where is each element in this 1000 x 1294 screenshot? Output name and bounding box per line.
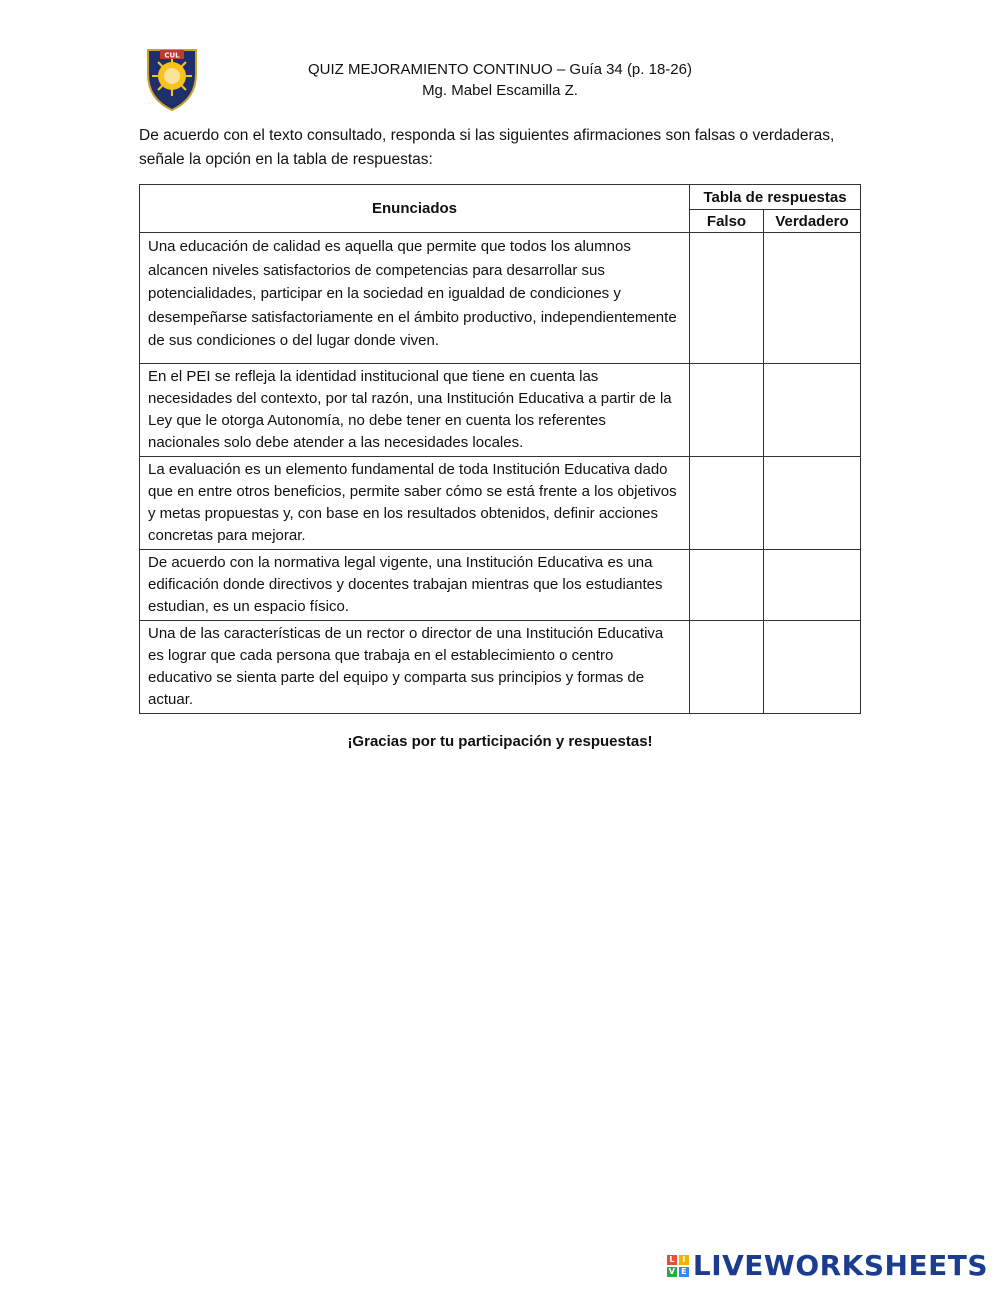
liveworksheets-grid-icon bbox=[667, 1255, 689, 1277]
table-row bbox=[140, 457, 861, 550]
answer-true-5[interactable] bbox=[764, 621, 861, 714]
answer-true-4[interactable] bbox=[764, 550, 861, 621]
logo-text: CUL bbox=[164, 51, 180, 60]
answer-true-2[interactable] bbox=[764, 364, 861, 457]
answer-true-1[interactable] bbox=[764, 233, 861, 364]
table-row bbox=[140, 233, 861, 364]
instructions: De acuerdo con el texto consultado, responda si las siguientes afirmaciones son falsas o verdaderas, señale la opción en la tabla de respuestas: bbox=[139, 127, 835, 168]
header-statements: Enunciados bbox=[140, 185, 690, 233]
grid-letter-v: V bbox=[668, 1267, 675, 1276]
liveworksheets-logo[interactable] bbox=[667, 1249, 988, 1282]
header-false: Falso bbox=[690, 210, 764, 233]
answer-false-3[interactable] bbox=[690, 457, 764, 550]
quiz-title: QUIZ MEJORAMIENTO CONTINUO – Guía 34 (p. 18-26) bbox=[308, 61, 692, 78]
answer-true-3[interactable] bbox=[764, 457, 861, 550]
header-true: Verdadero bbox=[764, 210, 861, 233]
grid-letter-l: L bbox=[667, 1255, 677, 1265]
header-answers: Tabla de respuestas bbox=[690, 185, 861, 210]
table-row bbox=[140, 364, 861, 457]
table-row bbox=[140, 621, 861, 714]
thanks-message: ¡Gracias por tu participación y respuestas! bbox=[347, 733, 653, 750]
answer-false-4[interactable] bbox=[690, 550, 764, 621]
liveworksheets-wordmark: LIVEWORKSHEETS bbox=[692, 1249, 988, 1282]
answer-table bbox=[139, 184, 861, 714]
statement-5: Una de las características de un rector o director de una Institución Educativa es lograr que cada persona que trabaja en el establecimiento o centro educativo se sienta parte del equipo y comparta sus principios y formas de actuar. bbox=[140, 621, 690, 714]
statement-2: En el PEI se refleja la identidad institucional que tiene en cuenta las necesidades del contexto, por tal razón, una Institución Educativa a partir de la Ley que le otorga Autonomía, no debe tener en cuenta los referentes nacionales solo debe atender a las necesidades locales. bbox=[140, 364, 690, 457]
grid-letter-e: E bbox=[679, 1267, 689, 1277]
answer-false-5[interactable] bbox=[690, 621, 764, 714]
statement-3: La evaluación es un elemento fundamental de toda Institución Educativa dado que en entre otros beneficios, permite saber cómo se está frente a los objetivos y metas propuestas y, con base en los resultados obtenidos, definir acciones concretas para mejorar. bbox=[140, 457, 690, 550]
author-name: Mg. Mabel Escamilla Z. bbox=[422, 82, 578, 99]
answer-false-2[interactable] bbox=[690, 364, 764, 457]
school-logo bbox=[142, 44, 202, 112]
answer-false-1[interactable] bbox=[690, 233, 764, 364]
grid-letter-i: I bbox=[679, 1255, 689, 1265]
document-header bbox=[200, 59, 800, 101]
statement-1: Una educación de calidad es aquella que permite que todos los alumnos alcancen niveles satisfactorios de competencias para desarrollar sus potencialidades, participar en la sociedad en igualdad de condiciones y desempeñarse satisfactoriamente en el ámbito productivo, independientemente de sus condiciones o del lugar donde viven. bbox=[140, 233, 690, 364]
table-row bbox=[140, 550, 861, 621]
statement-4: De acuerdo con la normativa legal vigente, una Institución Educativa es una edificación donde directivos y docentes trabajan mientras que los estudiantes estudian, es un espacio físico. bbox=[140, 550, 690, 621]
